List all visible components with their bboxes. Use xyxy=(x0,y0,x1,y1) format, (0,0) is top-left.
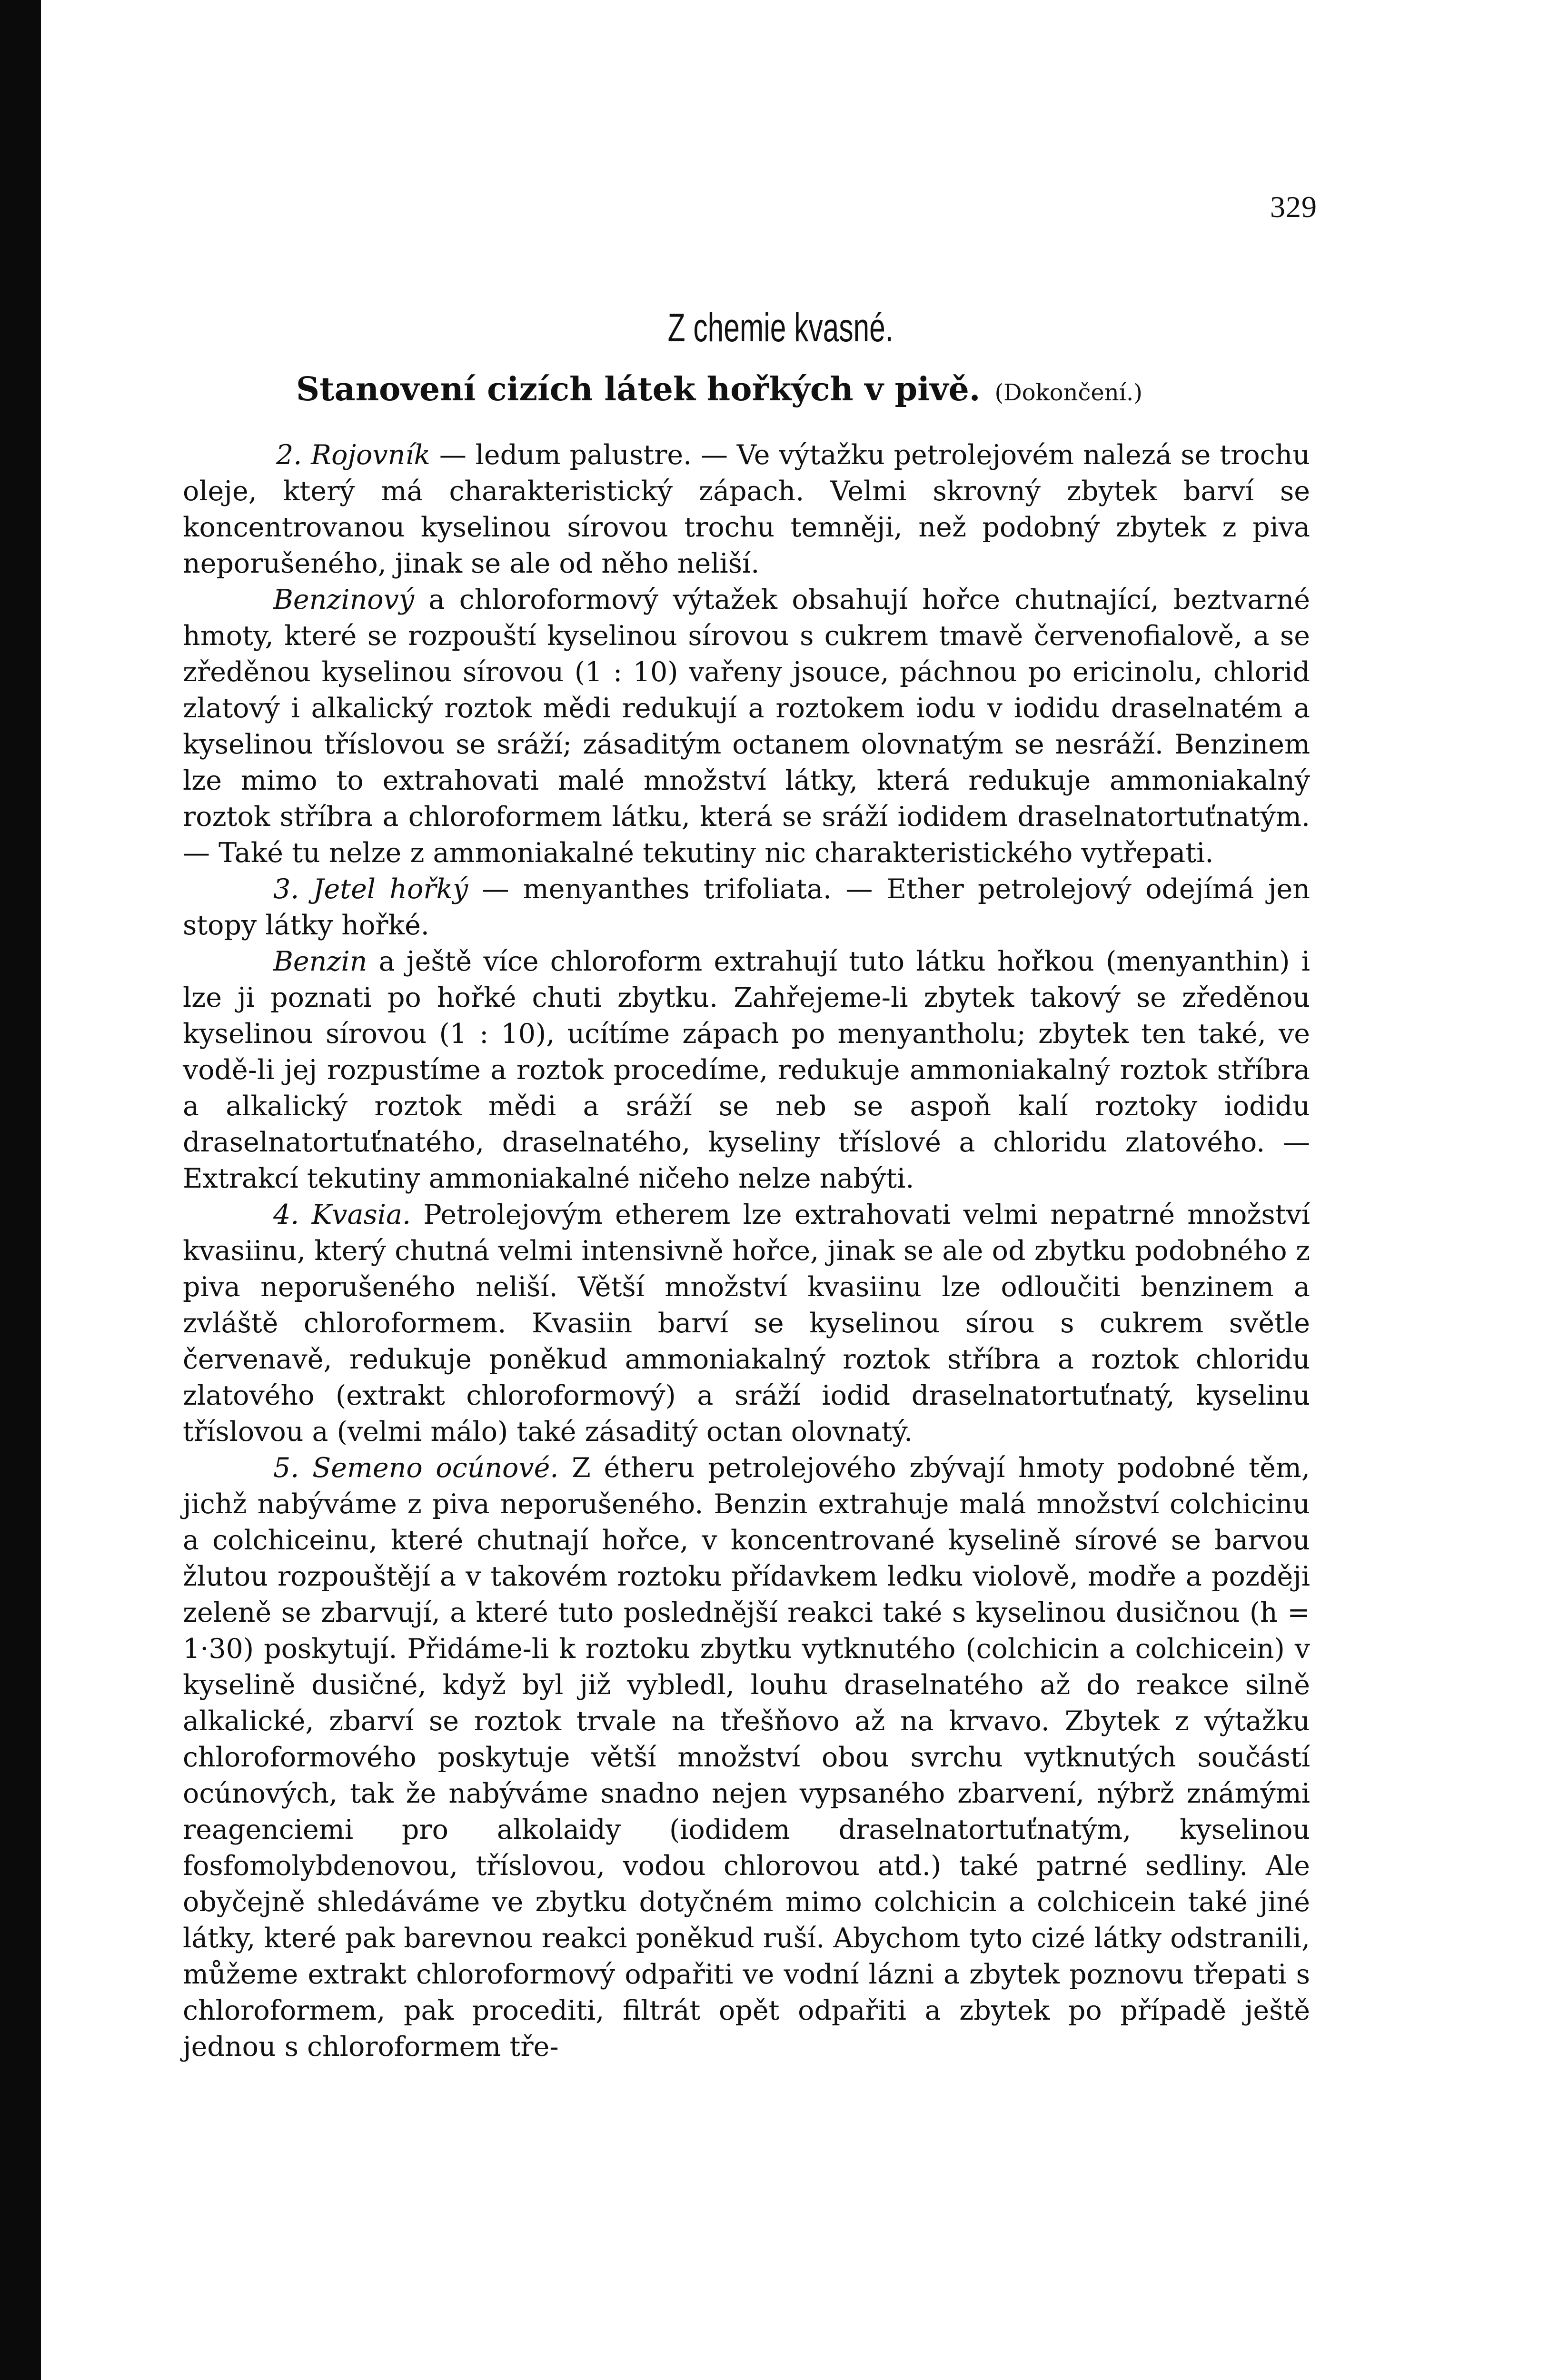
chapter-title: Z chemie kvasné. xyxy=(667,305,894,350)
paragraph-lead: 5. Semeno ocúnové. xyxy=(273,1452,559,1484)
paragraph-text: Z étheru petrolejového zbývají hmoty podobné těm, jichž nabýváme z piva neporušeného. Benzin extrahuje malá množství colchicinu a colchiceinu, které chutnají hořce, v koncentrované kyselině sírové se barvou žlutou rozpouštějí a v takovém roztoku přídavkem ledku violově, modře a později zeleně se zbarvují, a které tuto poslednější reakci také s kyselinou dusičnou (h = 1·30) poskytují. Přidáme-li k roztoku zbytku vytknutého (colchicin a colchicein) v kyselině dusičné, když byl již vybledl, louhu draselnatého až do reakce silně alkalické, zbarví se roztok trvale na třešňovo až na krvavo. Zbytek z výtažku chloroformového poskytuje větší množství obou svrchu vytknutých součástí ocúnových, tak že nabýváme snadno nejen vypsaného zbarvení, nýbrž známými reagenciemi pro alkolaidy (iodidem draselnatortuťnatým, kyselinou fosfomolybdenovou, tříslovou, vodou chlorovou atd.) také patrné sedliny. Ale obyčejně shledáváme ve zbytku dotyčném mimo colchicin a colchicein také jiné látky, které pak barevnou reakci poněkud ruší. Abychom tyto cizé látky odstranili, můžeme extrakt chloroformový odpařiti ve vodní lázni a zbytek poznovu třepati s chloroformem, pak procediti, filtrát opět odpařiti a zbytek po případě ještě jednou s chloroformem tře- xyxy=(183,1452,1310,2063)
paragraph-jetel xyxy=(183,871,1310,943)
continuation-note: (Dokončení.) xyxy=(994,379,1142,406)
paragraph-lead: 4. Kvasia. xyxy=(273,1199,411,1230)
paragraph-lead: Benzinový xyxy=(273,584,415,615)
paragraph-benzin xyxy=(183,943,1310,1197)
paragraph-kvasia xyxy=(183,1197,1310,1450)
paragraph-rojovnik xyxy=(183,437,1310,582)
article-title-text: Stanovení cizích látek hořkých v pivě. xyxy=(296,370,981,408)
paragraph-text: — menyanthes trifoliata. — Ether petrolejový odejímá jen stopy látky hořké. xyxy=(183,873,1310,941)
paragraph-semeno xyxy=(183,1450,1310,2065)
page-number: 329 xyxy=(1270,190,1317,224)
article-title xyxy=(296,370,1272,408)
paragraph-lead: Benzin xyxy=(273,946,367,977)
paragraph-benzinovy xyxy=(183,582,1310,871)
paragraph-text: a chloroformový výtažek obsahují hořce chutnající, beztvarné hmoty, které se rozpouští kyselinou sírovou s cukrem tmavě červenofialově, a se zředěnou kyselinou sírovou (1 : 10) vařeny jsouce, páchnou po ericinolu, chlorid zlatový i alkalický roztok mědi redukují a roztokem iodu v iodidu draselnatém a kyselinou tříslovou se sráží; zásaditým octanem olovnatým se nesráží. Benzinem lze mimo to extrahovati malé množství látky, která redukuje ammoniakalný roztok stříbra a chloroformem látku, která se sráží iodidem draselnatortuťnatým. — Také tu nelze z ammoniakalné tekutiny nic charakteristického vytřepati. xyxy=(183,584,1310,869)
scan-border xyxy=(0,0,41,2380)
paragraph-text: Petrolejovým etherem lze extrahovati velmi nepatrné množství kvasiinu, který chutná velmi intensivně hořce, jinak se ale od zbytku podobného z piva neporušeného neliší. Větší množství kvasiinu lze odloučiti benzinem a zvláště chloroformem. Kvasiin barví se kyselinou sírou s cukrem světle červenavě, redukuje poněkud ammoniakalný roztok stříbra a roztok chloridu zlatového (extrakt chloroformový) a sráží iodid draselnatortuťnatý, kyselinu tříslovou a (velmi málo) také zásaditý octan olovnatý. xyxy=(183,1199,1310,1448)
paragraph-lead: 2. Rojovník xyxy=(276,439,431,471)
body-text xyxy=(183,437,1310,2065)
paragraph-text: a ještě více chloroform extrahují tuto látku hořkou (menyanthin) i lze ji poznati po hořké chuti zbytku. Zahřejeme-li zbytek takový se zředěnou kyselinou sírovou (1 : 10), ucítíme zápach po menyantholu; zbytek ten také, ve vodě-li jej rozpustíme a roztok procedíme, redukuje ammoniakalný roztok stříbra a alkalický roztok mědi a sráží se neb se aspoň kalí roztoky iodidu draselnatortuťnatého, draselnatého, kyseliny tříslové a chloridu zlatového. — Extrakcí tekutiny ammoniakalné ničeho nelze nabýti. xyxy=(183,946,1310,1194)
paragraph-text: — ledum palustre. — Ve výtažku petrolejovém nalezá se trochu oleje, který má charakteristický zápach. Velmi skrovný zbytek barví se koncentrovanou kyselinou sírovou trochu temněji, než podobný zbytek z piva neporušeného, jinak se ale od něho neliší. xyxy=(183,439,1310,579)
paragraph-lead: 3. Jetel hořký xyxy=(273,873,468,905)
